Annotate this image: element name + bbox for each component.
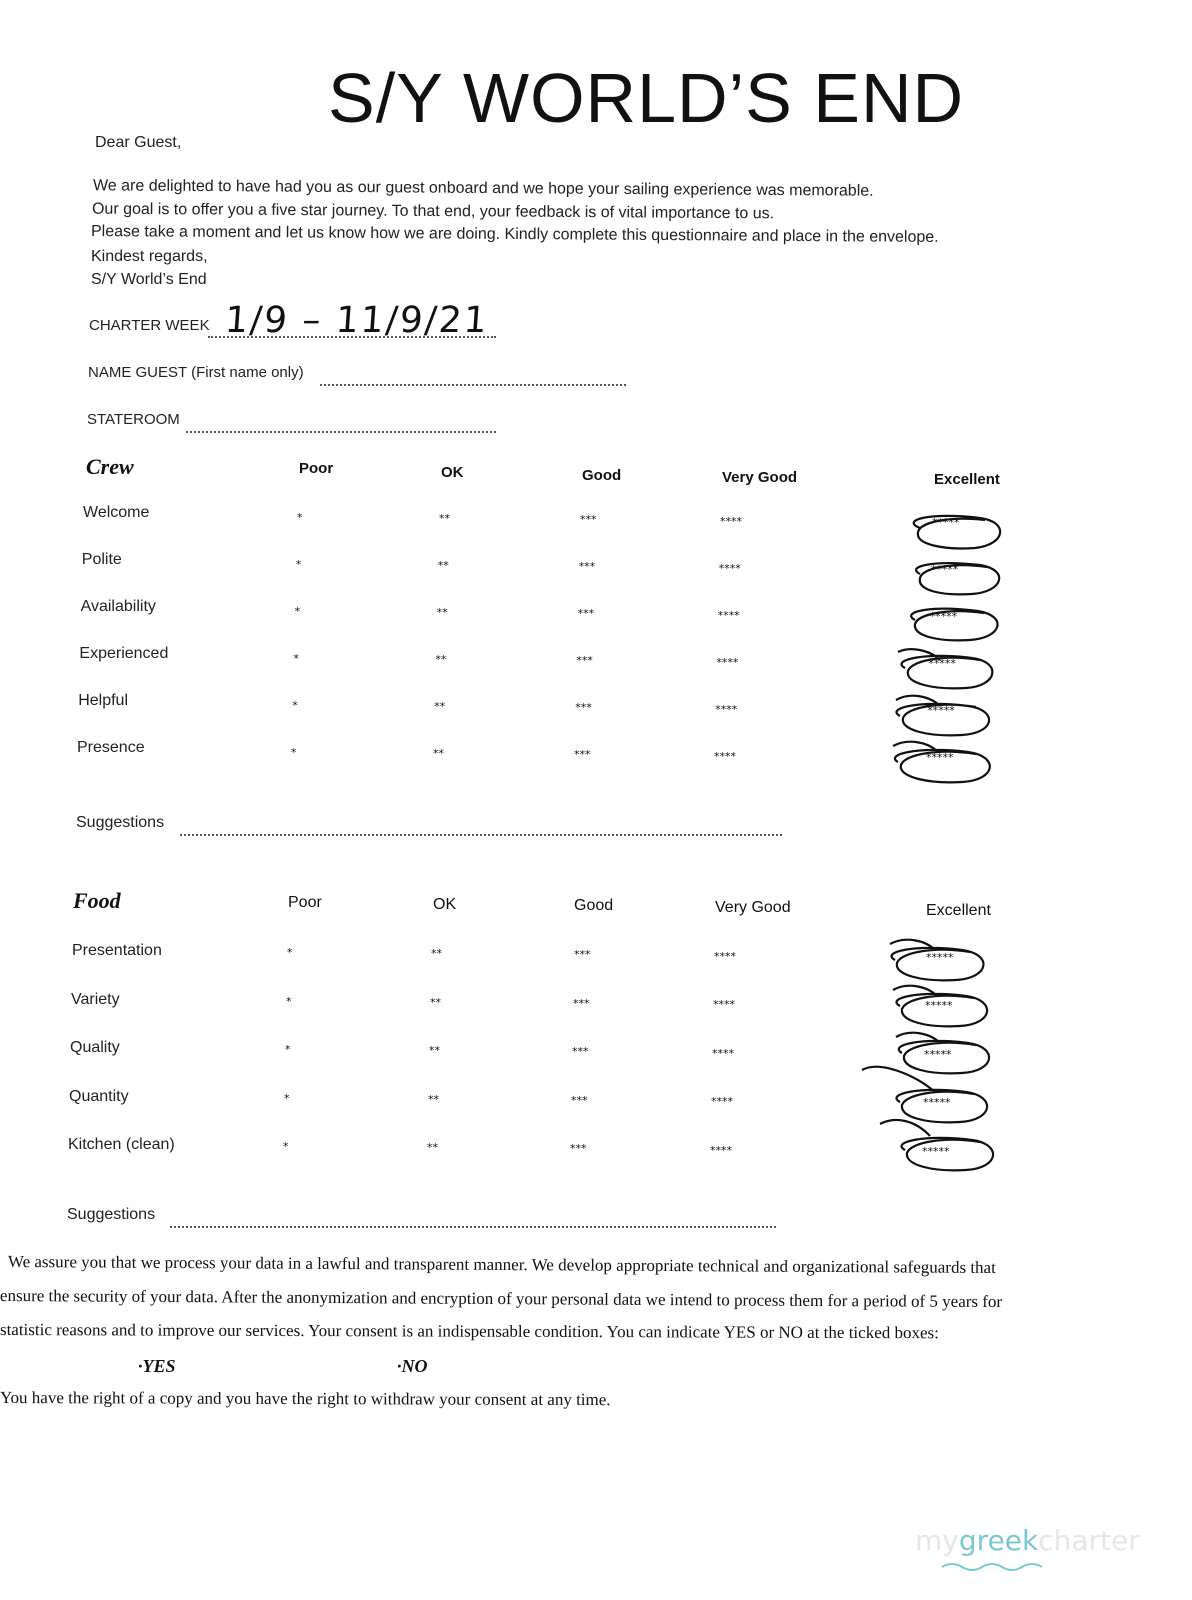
crew-row-label: Presence [77, 739, 145, 756]
intro-line-5: S/Y World’s End [91, 271, 207, 288]
stateroom-line[interactable] [186, 431, 496, 433]
food-row-label: Variety [71, 990, 120, 1008]
crew-col-poor: Poor [299, 460, 334, 477]
crew-rating-1-star[interactable]: * [294, 605, 301, 618]
food-rating-3-star[interactable]: *** [570, 1142, 587, 1156]
food-col-very-good: Very Good [715, 899, 791, 916]
crew-rating-5-star[interactable]: ***** [932, 515, 960, 529]
food-rating-1-star[interactable]: * [287, 946, 293, 959]
food-rating-2-star[interactable]: ** [429, 1044, 440, 1058]
food-rating-5-star[interactable]: ***** [922, 1144, 950, 1158]
food-row-label: Presentation [72, 942, 162, 959]
food-rating-5-star[interactable]: ***** [926, 950, 954, 964]
salutation: Dear Guest, [95, 134, 182, 151]
consent-no-option[interactable]: ·NO [397, 1356, 428, 1376]
crew-rating-1-star[interactable]: * [291, 746, 297, 759]
food-rating-2-star[interactable]: ** [431, 947, 442, 961]
crew-rating-5-star[interactable]: ***** [929, 609, 958, 623]
crew-rating-2-star[interactable]: ** [437, 559, 449, 573]
food-rating-3-star[interactable]: *** [574, 948, 591, 962]
crew-rating-4-star[interactable]: **** [716, 655, 739, 669]
food-rating-4-star[interactable]: **** [711, 1095, 733, 1109]
food-rating-5-star[interactable]: ***** [923, 1096, 951, 1110]
consent-line-2: ensure the security of your data. After the anonymization and encryption of your personal data we intend to process them for a period of 5 years for [0, 1286, 1003, 1312]
crew-col-ok: OK [441, 464, 464, 481]
crew-rating-2-star[interactable]: ** [436, 606, 448, 620]
charter-week-label: CHARTER WEEK [89, 317, 210, 334]
stateroom-label: STATEROOM [87, 411, 180, 428]
watermark-mid: greek [958, 1524, 1039, 1557]
food-col-poor: Poor [288, 894, 322, 911]
intro-line-1: We are delighted to have had you as our guest onboard and we hope your sailing experience was memorable. [92, 177, 874, 200]
watermark-right: charter [1038, 1524, 1140, 1557]
document-title: S/Y WORLD’S END [328, 59, 965, 137]
crew-rating-5-star[interactable]: ***** [927, 703, 955, 717]
crew-row-label: Experienced [79, 645, 169, 662]
food-rating-3-star[interactable]: *** [572, 1045, 589, 1059]
charter-week-value[interactable]: 1/9 – 11/9/21 [223, 300, 491, 341]
crew-rating-4-star[interactable]: **** [718, 561, 741, 575]
crew-col-very-good: Very Good [722, 469, 798, 486]
food-rating-5-star[interactable]: ***** [924, 1047, 952, 1061]
food-rating-4-star[interactable]: **** [712, 1046, 734, 1060]
watermark-wave-icon [940, 1560, 1050, 1574]
crew-rating-3-star[interactable]: *** [577, 607, 595, 621]
food-suggestions-label: Suggestions [67, 1206, 156, 1223]
food-rating-1-star[interactable]: * [284, 1091, 290, 1105]
crew-rating-4-star[interactable]: **** [714, 749, 736, 763]
crew-row-label: Helpful [78, 692, 128, 709]
food-circle-quantity [862, 1067, 987, 1123]
crew-rating-2-star[interactable]: ** [439, 512, 450, 526]
crew-rating-2-star[interactable]: ** [433, 747, 444, 761]
food-row-label: Kitchen (clean) [68, 1136, 175, 1153]
food-rating-3-star[interactable]: *** [571, 1093, 588, 1107]
crew-rating-3-star[interactable]: *** [576, 654, 593, 668]
food-row-label: Quality [70, 1039, 120, 1056]
intro-line-4: Kindest regards, [91, 248, 208, 265]
crew-col-good: Good [582, 467, 622, 484]
crew-row-label: Availability [80, 598, 156, 615]
crew-rating-3-star[interactable]: *** [580, 513, 597, 527]
crew-rating-5-star[interactable]: ***** [926, 750, 954, 764]
food-rating-4-star[interactable]: **** [714, 949, 736, 963]
consent-line-1: We assure you that we process your data in a lawful and transparent manner. We develop appropriate technical and organizational safeguards that [7, 1252, 996, 1278]
crew-rating-2-star[interactable]: ** [434, 700, 446, 714]
crew-rating-5-star[interactable]: ***** [928, 656, 956, 670]
crew-section-title: Crew [86, 454, 134, 479]
intro-line-3: Please take a moment and let us know how we are doing. Kindly complete this questionnaire and place in the envelope. [90, 223, 939, 246]
crew-rating-4-star[interactable]: **** [720, 514, 742, 528]
food-row-label: Quantity [69, 1087, 129, 1105]
crew-row-label: Polite [81, 551, 122, 568]
crew-rating-3-star[interactable]: *** [575, 701, 592, 715]
crew-rating-2-star[interactable]: ** [435, 653, 447, 667]
crew-suggestions-line[interactable] [180, 834, 782, 836]
food-rating-2-star[interactable]: ** [427, 1141, 438, 1155]
food-rating-4-star[interactable]: **** [710, 1143, 732, 1157]
food-section-title: Food [73, 888, 121, 913]
name-guest-label: NAME GUEST (First name only) [88, 364, 304, 381]
food-rating-4-star[interactable]: **** [713, 998, 735, 1012]
intro-line-2: Our goal is to offer you a five star journey. To that end, your feedback is of vital importance to us. [91, 200, 775, 223]
name-guest-line[interactable] [320, 384, 626, 386]
consent-yes-option[interactable]: ·YES [138, 1356, 176, 1376]
crew-rating-1-star[interactable]: * [295, 558, 302, 571]
crew-rating-3-star[interactable]: *** [578, 560, 596, 574]
consent-line-3: statistic reasons and to improve our services. Your consent is an indispensable condition. You can indicate YES or NO at the ticked boxes: [0, 1320, 939, 1343]
consent-footer: You have the right of a copy and you have the right to withdraw your consent at any time. [0, 1388, 611, 1410]
crew-rating-4-star[interactable]: **** [717, 608, 740, 622]
crew-row-label: Welcome [83, 504, 150, 521]
food-col-excellent: Excellent [926, 902, 991, 919]
food-suggestions-line[interactable] [170, 1226, 776, 1228]
food-col-ok: OK [433, 896, 457, 913]
food-col-good: Good [574, 897, 614, 914]
crew-rating-1-star[interactable]: * [297, 511, 303, 524]
crew-suggestions-label: Suggestions [76, 814, 165, 831]
food-rating-1-star[interactable]: * [285, 1043, 291, 1056]
food-rating-3-star[interactable]: *** [573, 996, 590, 1010]
watermark-logo [915, 1524, 1140, 1557]
food-rating-5-star[interactable]: ***** [925, 999, 953, 1013]
crew-rating-5-star[interactable]: ***** [930, 562, 959, 576]
watermark-left: my [915, 1524, 959, 1557]
crew-rating-4-star[interactable]: **** [715, 702, 738, 716]
crew-rating-1-star[interactable]: * [293, 652, 299, 665]
food-rating-1-star[interactable]: * [286, 994, 292, 1008]
food-rating-2-star[interactable]: ** [430, 995, 441, 1009]
crew-rating-3-star[interactable]: *** [574, 748, 591, 762]
crew-col-excellent: Excellent [934, 471, 1000, 488]
food-rating-1-star[interactable]: * [283, 1140, 289, 1153]
food-rating-2-star[interactable]: ** [428, 1092, 439, 1106]
crew-rating-1-star[interactable]: * [292, 699, 298, 712]
